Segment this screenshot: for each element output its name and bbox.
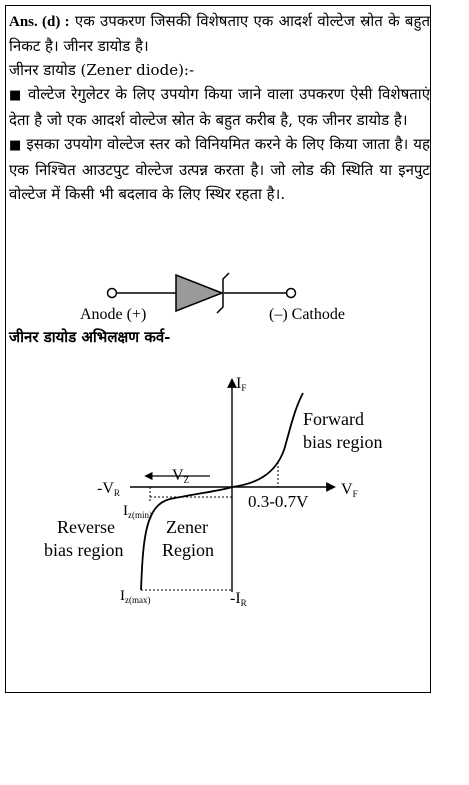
vz-label: VZ (172, 467, 190, 485)
zener-symbol-diagram (0, 265, 469, 346)
reverse-region-label-2: bias region (44, 540, 124, 560)
zener-heading: जीनर डायोड (Zener diode):- (9, 61, 195, 79)
bullet-text: वोल्टेज रेगुलेटर के लिए उपयोग किया जाने वाला उपकरण ऐसी विशेषताएं देता है जो एक आदर्श वोल्टेज स्रोत के बहुत करीब है, एक जीनर डायोड है। (9, 85, 430, 129)
forward-region-label-2: bias region (303, 432, 383, 452)
forward-region-label-1: Forward (303, 409, 364, 429)
bullet-marker: ■ (9, 138, 22, 153)
zener-region-label-1: Zener (166, 517, 208, 537)
diode-triangle (176, 275, 222, 311)
threshold-label: 0.3-0.7V (248, 492, 309, 511)
bullet-text: इसका उपयोग वोल्टेज स्तर को विनियमित करने के लिए किया जाता है। यह एक निश्चित आउटपुट वोल्टेज उत्पन्न करता है। जो लोड की स्थिति या इनपुट वोल्टेज में किसी भी बदलाव के लिए स्थिर रहता है।. (9, 135, 430, 203)
anode-terminal (108, 289, 117, 298)
vr-axis-label: -VR (97, 480, 120, 498)
zener-region-label-2: Region (162, 540, 214, 560)
bullet-1 (9, 82, 430, 132)
reverse-region-label-1: Reverse (57, 517, 115, 537)
answer-text: एक उपकरण जिसकी विशेषताए एक आदर्श वोल्टेज स्रोत के बहुत निकट है। जीनर डायोड है। (9, 12, 430, 55)
ir-axis-label: -IR (230, 590, 247, 608)
if-axis-label: IF (236, 375, 247, 393)
izmin-label: $I_{z(min)}$ (123, 503, 152, 520)
zener-characteristic-graph (0, 360, 469, 620)
bullet-2 (9, 132, 430, 206)
cathode-terminal (287, 289, 296, 298)
bullet-marker: ■ (9, 88, 23, 103)
vf-axis-label: VF (341, 481, 358, 499)
answer-paragraph (9, 9, 430, 58)
cathode-label: (–) Cathode (269, 306, 345, 323)
curve-heading: जीनर डायोड अभिलक्षण कर्व- (9, 328, 171, 346)
izmax-label: $I_{z(max)}$ (120, 588, 151, 605)
answer-label: Ans. (d) : (9, 14, 70, 30)
anode-label: Anode (+) (80, 306, 147, 323)
answer-content (9, 9, 430, 206)
